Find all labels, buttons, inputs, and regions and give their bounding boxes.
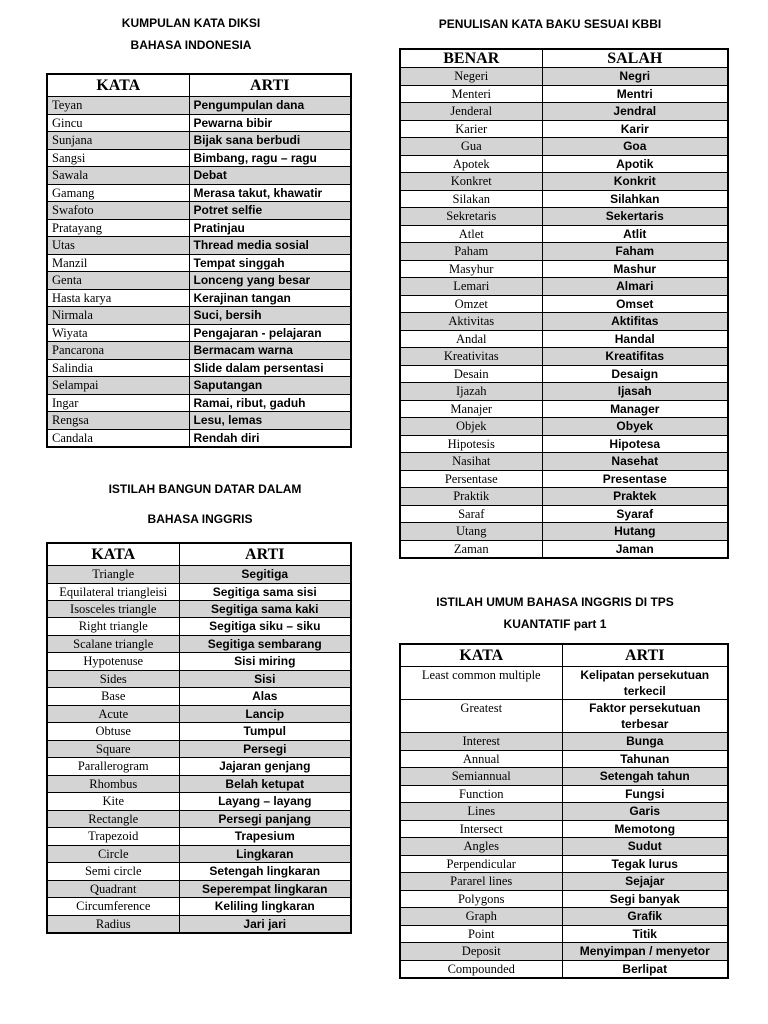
diksi-cell-arti: Tempat singgah xyxy=(189,254,351,272)
table-row xyxy=(400,750,728,768)
bangun-cell-arti: Alas xyxy=(179,688,351,706)
table-row xyxy=(47,618,351,636)
baku-cell-salah: Syaraf xyxy=(542,505,728,523)
tps-cell-kata: Function xyxy=(400,785,562,803)
diksi-table-body xyxy=(47,97,351,448)
baku-cell-benar: Objek xyxy=(400,418,542,436)
baku-cell-benar: Zaman xyxy=(400,540,542,558)
bangun-title-line1: ISTILAH BANGUN DATAR DALAM xyxy=(108,482,302,496)
table-row xyxy=(47,342,351,360)
table-row xyxy=(400,470,728,488)
bangun-cell-arti: Segitiga xyxy=(179,566,351,584)
tps-cell-kata: Perpendicular xyxy=(400,855,562,873)
diksi-cell-arti: Bermacam warna xyxy=(189,342,351,360)
table-row xyxy=(400,348,728,366)
baku-cell-benar: Lemari xyxy=(400,278,542,296)
bangun-cell-arti: Persegi xyxy=(179,740,351,758)
table-row xyxy=(47,184,351,202)
tps-table-body xyxy=(400,667,728,979)
bangun-cell-kata: Circumference xyxy=(47,898,179,916)
tps-cell-kata: Point xyxy=(400,925,562,943)
baku-cell-benar: Aktivitas xyxy=(400,313,542,331)
baku-title-text: PENULISAN KATA BAKU SESUAI KBBI xyxy=(438,17,662,31)
diksi-cell-arti: Pewarna bibir xyxy=(189,114,351,132)
table-row xyxy=(47,600,351,618)
bangun-cell-kata: Right triangle xyxy=(47,618,179,636)
bangun-cell-arti: Segitiga sama kaki xyxy=(179,600,351,618)
table-row xyxy=(400,768,728,786)
table-row xyxy=(47,723,351,741)
diksi-cell-arti: Bijak sana berbudi xyxy=(189,132,351,150)
baku-cell-salah: Praktek xyxy=(542,488,728,506)
tps-cell-arti: Faktor persekutuan terbesar xyxy=(562,700,728,733)
bangun-cell-arti: Jari jari xyxy=(179,915,351,933)
baku-cell-salah: Nasehat xyxy=(542,453,728,471)
diksi-cell-arti: Merasa takut, khawatir xyxy=(189,184,351,202)
diksi-cell-kata: Candala xyxy=(47,429,189,447)
tps-title xyxy=(400,591,710,635)
diksi-table xyxy=(46,73,352,448)
baku-cell-salah: Goa xyxy=(542,138,728,156)
baku-cell-benar: Utang xyxy=(400,523,542,541)
table-row xyxy=(400,278,728,296)
table-row xyxy=(400,68,728,86)
table-row xyxy=(47,688,351,706)
baku-cell-benar: Nasihat xyxy=(400,453,542,471)
baku-cell-salah: Desaign xyxy=(542,365,728,383)
table-row xyxy=(400,120,728,138)
tps-cell-kata: Graph xyxy=(400,908,562,926)
baku-cell-salah: Karir xyxy=(542,120,728,138)
bangun-cell-arti: Persegi panjang xyxy=(179,810,351,828)
table-row xyxy=(400,173,728,191)
table-row xyxy=(47,412,351,430)
table-row xyxy=(47,775,351,793)
table-row xyxy=(47,307,351,325)
baku-cell-benar: Saraf xyxy=(400,505,542,523)
baku-table-body xyxy=(400,68,728,559)
table-row xyxy=(47,377,351,395)
diksi-cell-arti: Debat xyxy=(189,167,351,185)
diksi-cell-kata: Gincu xyxy=(47,114,189,132)
table-row xyxy=(400,838,728,856)
bangun-cell-kata: Kite xyxy=(47,793,179,811)
bangun-header-arti: ARTI xyxy=(179,543,351,566)
bangun-table-body xyxy=(47,566,351,934)
diksi-cell-kata: Sawala xyxy=(47,167,189,185)
table-row xyxy=(400,925,728,943)
baku-cell-salah: Silahkan xyxy=(542,190,728,208)
tps-cell-kata: Lines xyxy=(400,803,562,821)
tps-cell-kata: Intersect xyxy=(400,820,562,838)
baku-cell-salah: Jaman xyxy=(542,540,728,558)
diksi-header-arti: ARTI xyxy=(189,74,351,97)
table-row xyxy=(400,540,728,558)
baku-cell-salah: Almari xyxy=(542,278,728,296)
baku-cell-salah: Manager xyxy=(542,400,728,418)
diksi-cell-arti: Bimbang, ragu – ragu xyxy=(189,149,351,167)
table-row xyxy=(400,383,728,401)
table-row xyxy=(47,272,351,290)
tps-cell-arti: Sudut xyxy=(562,838,728,856)
table-row xyxy=(47,149,351,167)
diksi-cell-kata: Salindia xyxy=(47,359,189,377)
table-row xyxy=(47,237,351,255)
baku-cell-benar: Ijazah xyxy=(400,383,542,401)
table-row xyxy=(400,803,728,821)
table-row xyxy=(47,359,351,377)
baku-cell-salah: Mashur xyxy=(542,260,728,278)
table-row xyxy=(47,583,351,600)
table-row xyxy=(400,260,728,278)
bangun-cell-arti: Layang – layang xyxy=(179,793,351,811)
bangun-cell-arti: Tumpul xyxy=(179,723,351,741)
baku-cell-salah: Aktifitas xyxy=(542,313,728,331)
table-row xyxy=(400,418,728,436)
diksi-cell-arti: Lonceng yang besar xyxy=(189,272,351,290)
bangun-table xyxy=(46,542,352,934)
table-row xyxy=(47,219,351,237)
tps-cell-arti: Fungsi xyxy=(562,785,728,803)
tps-title-line2: KUANTATIF part 1 xyxy=(503,617,607,631)
tps-cell-arti: Sejajar xyxy=(562,873,728,891)
bangun-cell-kata: Base xyxy=(47,688,179,706)
baku-cell-benar: Paham xyxy=(400,243,542,261)
baku-header-benar: BENAR xyxy=(400,49,542,68)
table-row xyxy=(47,845,351,863)
baku-cell-benar: Masyhur xyxy=(400,260,542,278)
baku-cell-benar: Negeri xyxy=(400,68,542,86)
bangun-cell-arti: Segitiga siku – siku xyxy=(179,618,351,636)
baku-cell-benar: Manajer xyxy=(400,400,542,418)
table-row xyxy=(47,898,351,916)
bangun-cell-kata: Isosceles triangle xyxy=(47,600,179,618)
baku-cell-salah: Mentri xyxy=(542,85,728,103)
bangun-cell-kata: Acute xyxy=(47,705,179,723)
table-row xyxy=(400,138,728,156)
table-row xyxy=(400,330,728,348)
bangun-cell-arti: Keliling lingkaran xyxy=(179,898,351,916)
table-row xyxy=(400,400,728,418)
diksi-header-kata: KATA xyxy=(47,74,189,97)
bangun-cell-arti: Setengah lingkaran xyxy=(179,863,351,881)
tps-cell-arti: Bunga xyxy=(562,733,728,751)
baku-cell-salah: Konkrit xyxy=(542,173,728,191)
bangun-cell-arti: Seperempat lingkaran xyxy=(179,880,351,898)
table-row xyxy=(400,85,728,103)
bangun-cell-kata: Semi circle xyxy=(47,863,179,881)
baku-cell-salah: Hipotesa xyxy=(542,435,728,453)
baku-cell-salah: Faham xyxy=(542,243,728,261)
diksi-cell-arti: Pengajaran - pelajaran xyxy=(189,324,351,342)
diksi-cell-kata: Nirmala xyxy=(47,307,189,325)
diksi-cell-kata: Wiyata xyxy=(47,324,189,342)
table-row xyxy=(47,289,351,307)
tps-cell-arti: Tahunan xyxy=(562,750,728,768)
bangun-cell-kata: Parallerogram xyxy=(47,758,179,776)
bangun-cell-arti: Lancip xyxy=(179,705,351,723)
table-row xyxy=(47,566,351,584)
baku-cell-salah: Ijasah xyxy=(542,383,728,401)
bangun-cell-arti: Segitiga sama sisi xyxy=(179,583,351,600)
table-row xyxy=(400,155,728,173)
baku-cell-salah: Kreatifitas xyxy=(542,348,728,366)
baku-cell-benar: Persentase xyxy=(400,470,542,488)
table-row xyxy=(47,202,351,220)
table-row xyxy=(47,828,351,846)
baku-cell-benar: Desain xyxy=(400,365,542,383)
table-row xyxy=(47,670,351,688)
baku-cell-salah: Hutang xyxy=(542,523,728,541)
baku-cell-benar: Konkret xyxy=(400,173,542,191)
diksi-cell-kata: Rengsa xyxy=(47,412,189,430)
diksi-cell-kata: Pratayang xyxy=(47,219,189,237)
baku-cell-salah: Handal xyxy=(542,330,728,348)
bangun-cell-kata: Square xyxy=(47,740,179,758)
diksi-title-line2: BAHASA INDONESIA xyxy=(130,38,252,52)
bangun-cell-arti: Sisi miring xyxy=(179,653,351,671)
diksi-cell-arti: Ramai, ribut, gaduh xyxy=(189,394,351,412)
diksi-cell-arti: Saputangan xyxy=(189,377,351,395)
tps-cell-arti: Segi banyak xyxy=(562,890,728,908)
table-row xyxy=(400,190,728,208)
tps-title-line1: ISTILAH UMUM BAHASA INGGRIS DI TPS xyxy=(436,595,674,609)
tps-cell-arti: Setengah tahun xyxy=(562,768,728,786)
tps-cell-kata: Interest xyxy=(400,733,562,751)
table-row xyxy=(400,855,728,873)
baku-cell-benar: Gua xyxy=(400,138,542,156)
table-row xyxy=(400,943,728,961)
baku-cell-salah: Obyek xyxy=(542,418,728,436)
tps-cell-kata: Annual xyxy=(400,750,562,768)
diksi-cell-kata: Manzil xyxy=(47,254,189,272)
bangun-cell-kata: Quadrant xyxy=(47,880,179,898)
table-row xyxy=(47,429,351,447)
baku-cell-benar: Atlet xyxy=(400,225,542,243)
baku-cell-benar: Sekretaris xyxy=(400,208,542,226)
table-row xyxy=(400,890,728,908)
bangun-cell-arti: Trapesium xyxy=(179,828,351,846)
table-row xyxy=(47,394,351,412)
table-row xyxy=(400,453,728,471)
tps-cell-kata: Pararel lines xyxy=(400,873,562,891)
table-row xyxy=(47,758,351,776)
table-row xyxy=(400,820,728,838)
baku-cell-benar: Andal xyxy=(400,330,542,348)
table-row xyxy=(47,114,351,132)
diksi-cell-arti: Pengumpulan dana xyxy=(189,97,351,115)
table-row xyxy=(400,667,728,700)
baku-cell-salah: Omset xyxy=(542,295,728,313)
tps-cell-kata: Angles xyxy=(400,838,562,856)
table-row xyxy=(400,700,728,733)
tps-cell-kata: Greatest xyxy=(400,700,562,733)
table-row xyxy=(47,635,351,653)
baku-cell-benar: Hipotesis xyxy=(400,435,542,453)
bangun-cell-arti: Belah ketupat xyxy=(179,775,351,793)
table-row xyxy=(400,523,728,541)
tps-cell-kata: Polygons xyxy=(400,890,562,908)
bangun-cell-arti: Jajaran genjang xyxy=(179,758,351,776)
table-row xyxy=(400,488,728,506)
diksi-cell-kata: Hasta karya xyxy=(47,289,189,307)
table-row xyxy=(400,733,728,751)
table-row xyxy=(47,132,351,150)
tps-header-arti: ARTI xyxy=(562,644,728,667)
diksi-title xyxy=(60,12,322,56)
table-row xyxy=(47,324,351,342)
diksi-cell-arti: Slide dalam persentasi xyxy=(189,359,351,377)
table-row xyxy=(400,960,728,978)
tps-cell-kata: Deposit xyxy=(400,943,562,961)
diksi-cell-arti: Thread media sosial xyxy=(189,237,351,255)
table-row xyxy=(47,167,351,185)
diksi-cell-kata: Teyan xyxy=(47,97,189,115)
diksi-title-line1: KUMPULAN KATA DIKSI xyxy=(121,16,261,30)
table-row xyxy=(47,653,351,671)
diksi-cell-arti: Rendah diri xyxy=(189,429,351,447)
table-row xyxy=(400,435,728,453)
tps-cell-arti: Berlipat xyxy=(562,960,728,978)
table-row xyxy=(47,863,351,881)
tps-cell-kata: Compounded xyxy=(400,960,562,978)
diksi-cell-arti: Lesu, lemas xyxy=(189,412,351,430)
bangun-cell-kata: Rectangle xyxy=(47,810,179,828)
bangun-cell-kata: Radius xyxy=(47,915,179,933)
table-row xyxy=(47,793,351,811)
table-row xyxy=(400,313,728,331)
diksi-cell-arti: Pratinjau xyxy=(189,219,351,237)
table-row xyxy=(47,880,351,898)
tps-cell-kata: Least common multiple xyxy=(400,667,562,700)
table-row xyxy=(400,225,728,243)
baku-cell-salah: Presentase xyxy=(542,470,728,488)
bangun-title xyxy=(60,478,350,530)
diksi-cell-arti: Suci, bersih xyxy=(189,307,351,325)
table-row xyxy=(400,505,728,523)
diksi-cell-kata: Sangsi xyxy=(47,149,189,167)
tps-cell-arti: Garis xyxy=(562,803,728,821)
table-row xyxy=(400,873,728,891)
baku-title xyxy=(400,13,700,35)
baku-cell-benar: Menteri xyxy=(400,85,542,103)
table-row xyxy=(47,254,351,272)
diksi-cell-arti: Kerajinan tangan xyxy=(189,289,351,307)
diksi-cell-kata: Selampai xyxy=(47,377,189,395)
diksi-cell-kata: Swafoto xyxy=(47,202,189,220)
bangun-cell-kata: Rhombus xyxy=(47,775,179,793)
tps-cell-arti: Tegak lurus xyxy=(562,855,728,873)
bangun-cell-kata: Sides xyxy=(47,670,179,688)
bangun-cell-kata: Hypotenuse xyxy=(47,653,179,671)
table-row xyxy=(400,243,728,261)
table-row xyxy=(47,810,351,828)
baku-cell-benar: Jenderal xyxy=(400,103,542,121)
tps-cell-arti: Memotong xyxy=(562,820,728,838)
diksi-cell-kata: Pancarona xyxy=(47,342,189,360)
tps-cell-arti: Grafik xyxy=(562,908,728,926)
baku-cell-benar: Kreativitas xyxy=(400,348,542,366)
baku-cell-benar: Karier xyxy=(400,120,542,138)
table-row xyxy=(47,915,351,933)
bangun-header-kata: KATA xyxy=(47,543,179,566)
bangun-cell-kata: Scalane triangle xyxy=(47,635,179,653)
tps-cell-arti: Titik xyxy=(562,925,728,943)
bangun-cell-arti: Segitiga sembarang xyxy=(179,635,351,653)
table-row xyxy=(400,208,728,226)
table-row xyxy=(400,295,728,313)
table-row xyxy=(47,740,351,758)
baku-header-salah: SALAH xyxy=(542,49,728,68)
diksi-cell-arti: Potret selfie xyxy=(189,202,351,220)
bangun-cell-arti: Lingkaran xyxy=(179,845,351,863)
baku-cell-salah: Apotik xyxy=(542,155,728,173)
baku-cell-benar: Omzet xyxy=(400,295,542,313)
bangun-cell-arti: Sisi xyxy=(179,670,351,688)
tps-cell-arti: Kelipatan persekutuan terkecil xyxy=(562,667,728,700)
bangun-cell-kata: Circle xyxy=(47,845,179,863)
tps-header-kata: KATA xyxy=(400,644,562,667)
bangun-title-line2: BAHASA INGGRIS xyxy=(147,512,253,526)
table-row xyxy=(47,705,351,723)
tps-cell-arti: Menyimpan / menyetor xyxy=(562,943,728,961)
baku-cell-salah: Jendral xyxy=(542,103,728,121)
tps-table xyxy=(399,643,729,979)
bangun-cell-kata: Triangle xyxy=(47,566,179,584)
diksi-cell-kata: Gamang xyxy=(47,184,189,202)
baku-cell-benar: Apotek xyxy=(400,155,542,173)
diksi-cell-kata: Genta xyxy=(47,272,189,290)
diksi-cell-kata: Ingar xyxy=(47,394,189,412)
baku-cell-salah: Atlit xyxy=(542,225,728,243)
baku-table xyxy=(399,48,729,559)
bangun-cell-kata: Trapezoid xyxy=(47,828,179,846)
bangun-cell-kata: Equilateral triangleisi xyxy=(47,583,179,600)
baku-cell-benar: Silakan xyxy=(400,190,542,208)
table-row xyxy=(400,908,728,926)
diksi-cell-kata: Utas xyxy=(47,237,189,255)
diksi-cell-kata: Sunjana xyxy=(47,132,189,150)
tps-cell-kata: Semiannual xyxy=(400,768,562,786)
baku-cell-salah: Negri xyxy=(542,68,728,86)
bangun-cell-kata: Obtuse xyxy=(47,723,179,741)
table-row xyxy=(400,103,728,121)
table-row xyxy=(400,785,728,803)
table-row xyxy=(400,365,728,383)
table-row xyxy=(47,97,351,115)
baku-cell-salah: Sekertaris xyxy=(542,208,728,226)
baku-cell-benar: Praktik xyxy=(400,488,542,506)
